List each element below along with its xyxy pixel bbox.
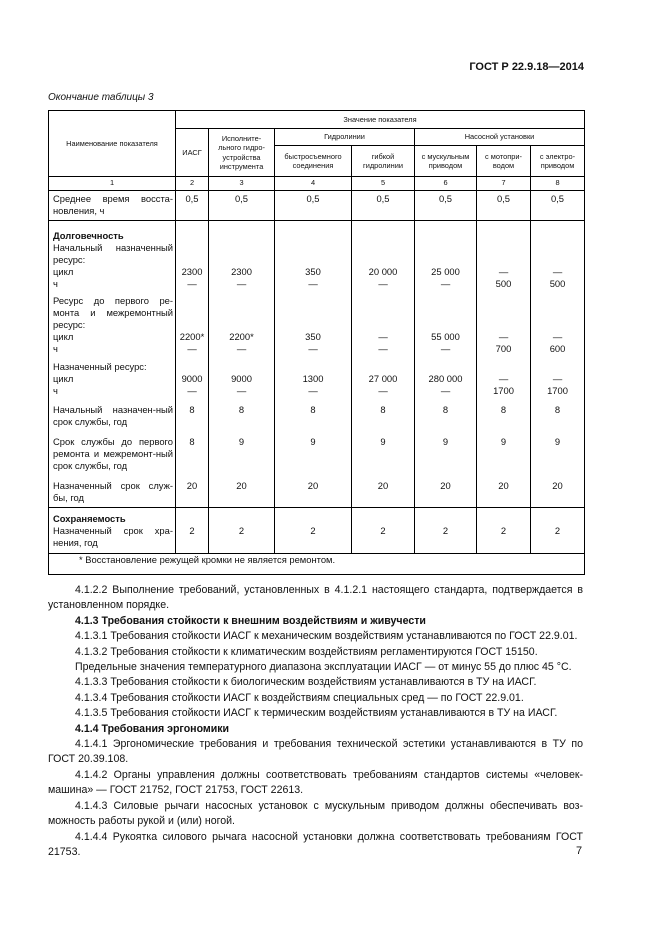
cell: 0,5 bbox=[415, 191, 477, 221]
col-number: 4 bbox=[275, 177, 352, 191]
paragraph: 4.1.3.3 Требования стойкости к биологическим воздействиям устанавливаются в ТУ на ИАСГ. bbox=[75, 676, 537, 689]
cell: 2 bbox=[176, 508, 209, 554]
cell: 8 bbox=[209, 397, 275, 428]
cell: 2200* bbox=[229, 331, 254, 342]
cell: 2300 bbox=[231, 266, 252, 277]
cell: — bbox=[498, 373, 509, 384]
cell: 9 bbox=[531, 428, 585, 472]
cell: 1300 bbox=[302, 373, 324, 384]
cell: 1700 bbox=[493, 385, 514, 396]
cell: 2 bbox=[477, 508, 531, 554]
label-storage: Назначенный срок хра-нения, год bbox=[53, 525, 173, 548]
cell: 2300 bbox=[181, 266, 203, 277]
cell: 9 bbox=[477, 428, 531, 472]
col-number: 7 bbox=[477, 177, 531, 191]
row-label bbox=[49, 355, 176, 397]
cell: 600 bbox=[549, 343, 566, 354]
cell: 8 bbox=[477, 397, 531, 428]
cell: — bbox=[440, 385, 451, 396]
row-label bbox=[49, 508, 176, 554]
column-numbers-row bbox=[49, 177, 585, 191]
indicator-table bbox=[48, 110, 585, 575]
section-heading: 4.1.4 Требования эргономики bbox=[75, 722, 230, 735]
label-cycle: цикл bbox=[53, 373, 74, 384]
cell: 20 bbox=[531, 472, 585, 508]
header-quick-connect: быстросъемного соединения bbox=[275, 146, 352, 177]
cell: — bbox=[236, 343, 247, 354]
cell: 8 bbox=[176, 428, 209, 472]
cell: 700 bbox=[495, 343, 512, 354]
cell: — bbox=[308, 278, 318, 289]
cell: 2 bbox=[531, 508, 585, 554]
col-number: 3 bbox=[209, 177, 275, 191]
cell: 500 bbox=[495, 278, 512, 289]
cell: 20 bbox=[209, 472, 275, 508]
header-motor-drive: с мотопри-водом bbox=[477, 146, 531, 177]
paragraph: 4.1.4.4 Рукоятка силового рычага насосной установки должна соответствовать требованиям ГОСТ 21753. bbox=[48, 830, 583, 858]
table-row bbox=[49, 428, 585, 472]
cell: — bbox=[378, 278, 388, 289]
page-number: 7 bbox=[576, 845, 583, 857]
row-label bbox=[49, 221, 176, 291]
cell: 20 bbox=[477, 472, 531, 508]
paragraph: 4.1.4.2 Органы управления должны соответствовать требованиям стандартов системы «человек-машина» — ГОСТ 21752, ГОСТ 21753, ГОСТ 22613. bbox=[48, 768, 583, 797]
cell: — bbox=[187, 343, 197, 354]
col-number: 8 bbox=[531, 177, 585, 191]
cell: — bbox=[378, 331, 388, 342]
cell: 280 000 bbox=[428, 373, 463, 384]
cell: — bbox=[440, 343, 451, 354]
row-label: Срок службы до первого ремонта и межремонт-ный срок службы, год bbox=[49, 428, 176, 472]
cell: 0,5 bbox=[531, 191, 585, 221]
header-iasg: ИАСГ bbox=[176, 129, 209, 177]
cell: 9000 bbox=[181, 373, 203, 384]
row-label bbox=[49, 290, 176, 355]
label-cycle: цикл bbox=[53, 331, 74, 342]
paragraph: 4.1.3.1 Требования стойкости ИАСГ к механическим воздействиям устанавливаются по ГОСТ 22.9.01. bbox=[75, 630, 578, 643]
cell: 9 bbox=[415, 428, 477, 472]
row-label: Среднее время восста-новления, ч bbox=[49, 191, 176, 221]
cell: — bbox=[440, 278, 451, 289]
body-text bbox=[48, 583, 583, 860]
cell: 500 bbox=[549, 278, 566, 289]
cell: — bbox=[378, 385, 388, 396]
cell: 55 000 bbox=[431, 331, 460, 342]
label-first-repair: Ресурс до первого ре-монта и межремонтный ресурс: bbox=[53, 295, 173, 330]
label-initial-resource: Начальный назначенный ресурс: bbox=[53, 242, 173, 265]
cell: 1700 bbox=[547, 385, 568, 396]
table-row bbox=[49, 290, 585, 355]
label-hour: ч bbox=[53, 278, 58, 289]
header-flexible-line: гибкой гидролинии bbox=[352, 146, 415, 177]
header-name: Наименование показателя bbox=[49, 111, 176, 177]
label-hour: ч bbox=[53, 343, 58, 354]
table-row bbox=[49, 397, 585, 428]
cell: 350 bbox=[305, 266, 321, 277]
label-assigned-resource: Назначенный ресурс: bbox=[53, 361, 147, 372]
label-cycle: цикл bbox=[53, 266, 74, 277]
cell: 20 bbox=[176, 472, 209, 508]
cell: 8 bbox=[531, 397, 585, 428]
section-persistence: Сохраняемость bbox=[53, 513, 126, 524]
label-hour: ч bbox=[53, 385, 58, 396]
cell: — bbox=[552, 373, 563, 384]
paragraph: Предельные значения температурного диапазона эксплуатации ИАСГ — от минус 55 до плюс 45 °С. bbox=[75, 661, 572, 674]
cell: 0,5 bbox=[275, 191, 352, 221]
cell: 2 bbox=[209, 508, 275, 554]
cell: 9000 bbox=[231, 373, 252, 384]
paragraph: 4.1.3.2 Требования стойкости к климатическим воздействиям регламентируются ГОСТ 15150. bbox=[75, 645, 538, 658]
header-electric-drive: с электро-приводом bbox=[531, 146, 585, 177]
col-number: 1 bbox=[49, 177, 176, 191]
table-row bbox=[49, 355, 585, 397]
cell: 8 bbox=[352, 397, 415, 428]
table-row bbox=[49, 508, 585, 554]
cell: — bbox=[308, 343, 318, 354]
cell: — bbox=[552, 331, 563, 342]
paragraph: 4.1.4.3 Силовые рычаги насосных установок с мускульным приводом должны обеспечивать воз-можность работы рукой и (или) ногой. bbox=[48, 799, 583, 828]
cell: — bbox=[378, 343, 388, 354]
cell: 20 000 bbox=[368, 266, 398, 277]
table-footnote: * Восстановление режущей кромки не является ремонтом. bbox=[49, 554, 585, 575]
cell: — bbox=[236, 278, 247, 289]
header-tool: Исполните-льного гидро-устройства инструмента bbox=[209, 129, 275, 177]
cell: 9 bbox=[209, 428, 275, 472]
section-heading: 4.1.3 Требования стойкости к внешним воздействиям и живучести bbox=[75, 614, 426, 627]
paragraph: 4.1.3.5 Требования стойкости ИАСГ к термическим воздействиям устанавливаются в ТУ на ИАСГ. bbox=[75, 707, 558, 720]
table-row bbox=[49, 191, 585, 221]
cell: 2 bbox=[415, 508, 477, 554]
col-number: 2 bbox=[176, 177, 209, 191]
header-hydrolines: Гидролинии bbox=[275, 129, 415, 146]
cell: 9 bbox=[275, 428, 352, 472]
cell: 27 000 bbox=[368, 373, 398, 384]
cell: 25 000 bbox=[431, 266, 460, 277]
cell: 20 bbox=[275, 472, 352, 508]
col-number: 5 bbox=[352, 177, 415, 191]
cell: 0,5 bbox=[209, 191, 275, 221]
cell: 0,5 bbox=[352, 191, 415, 221]
cell: 2 bbox=[352, 508, 415, 554]
paragraph: 4.1.4.1 Эргономические требования и требования технической эстетики устанавливаются в ТУ по ГОСТ 20.39.108. bbox=[48, 738, 583, 766]
cell: 9 bbox=[352, 428, 415, 472]
table-row bbox=[49, 472, 585, 508]
header-value-group: Значение показателя bbox=[176, 111, 585, 129]
cell: — bbox=[552, 266, 563, 277]
cell: — bbox=[187, 385, 197, 396]
cell: — bbox=[236, 385, 247, 396]
paragraph: 4.1.2.2 Выполнение требований, установленных в 4.1.2.1 настоящего стандарта, подтверждается в установленном порядке. bbox=[48, 584, 583, 612]
cell: — bbox=[498, 266, 509, 277]
cell: 8 bbox=[275, 397, 352, 428]
cell: — bbox=[498, 331, 509, 342]
cell: 2 bbox=[275, 508, 352, 554]
header-manual-drive: с мускульным приводом bbox=[415, 146, 477, 177]
cell: 8 bbox=[415, 397, 477, 428]
row-label: Назначенный срок служ-бы, год bbox=[49, 472, 176, 508]
cell: 0,5 bbox=[477, 191, 531, 221]
cell: 20 bbox=[415, 472, 477, 508]
cell: 2200* bbox=[179, 331, 205, 342]
document-header: ГОСТ Р 22.9.18—2014 bbox=[469, 61, 584, 73]
cell: 350 bbox=[305, 331, 321, 342]
cell: — bbox=[308, 385, 318, 396]
cell: 20 bbox=[352, 472, 415, 508]
table-row bbox=[49, 221, 585, 291]
cell: 0,5 bbox=[176, 191, 209, 221]
section-durability: Долговечность bbox=[53, 230, 124, 241]
cell: — bbox=[187, 278, 197, 289]
table-caption: Окончание таблицы 3 bbox=[48, 92, 154, 103]
row-label: Начальный назначен-ный срок службы, год bbox=[49, 397, 176, 428]
paragraph: 4.1.3.4 Требования стойкости ИАСГ к воздействиям специальных сред — по ГОСТ 22.9.01. bbox=[75, 691, 524, 704]
cell: 8 bbox=[176, 397, 209, 428]
header-pump: Насосной установки bbox=[415, 129, 585, 146]
col-number: 6 bbox=[415, 177, 477, 191]
